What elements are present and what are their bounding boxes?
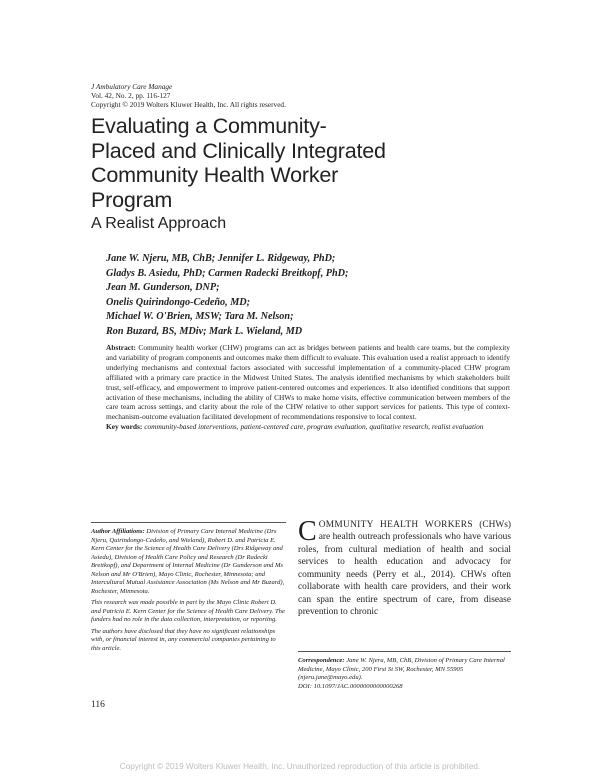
page-number: 116 (91, 700, 105, 710)
article-title (91, 114, 511, 212)
author-line: Gladys B. Asiedu, PhD; Carmen Radecki Breitkopf, PhD; (106, 267, 349, 279)
disclosure-note: The authors have disclosed that they have no significant relationships with, or financial interest in, any commercial companies pertaining to this article. (91, 627, 276, 652)
drop-cap: C (298, 516, 317, 547)
author-line: Michael W. O'Brien, MSW; Tara M. Nelson; (106, 311, 294, 323)
journal-name: J Ambulatory Care Manage (91, 82, 173, 91)
keywords-label: Key words: (106, 422, 143, 432)
author-line: Ron Buzard, BS, MDiv; Mark L. Wieland, MD (106, 325, 303, 337)
correspondence-divider (298, 651, 511, 652)
author-affiliations (91, 528, 286, 656)
affiliations-text: Division of Primary Care Internal Medicine (Drs Njeru, Quirindongo-Cedeño, and Wieland), Robert D. and Patricia E. Kern Center for the Science of Health Care Delivery (Drs Ridgeway and Asiedu), Division of Health Care Policy and Research (Dr Radecki Breitkopf), and Department of Internal Medicine (Dr Gunderson and Ms Nelson and Mr O'Brien), Mayo Clinic, Rochester, Minnesota; and Intercultural Mutual Assistance Association (Ms Nelson and Mr Buzard), Rochester, Minnesota. (91, 528, 285, 595)
affiliations-label: Author Affiliations: (91, 528, 145, 535)
title-line: Community Health Worker (91, 163, 339, 187)
correspondence-label: Correspondence: (298, 657, 345, 664)
funding-note: This research was made possible in part by the Mayo Clinic Robert D. and Patricia E. Kern Center for the Science of Health Care Delivery. The funders had no role in the data collection, interpretation, or reporting. (91, 599, 285, 623)
title-line: Program (91, 187, 173, 212)
body-paragraph: (CHWs) are health outreach professionals who have various roles, from cultural mediation of health and social services to health education and advocacy for community needs (Perry et al., 2014). CHWs often collaborate with health care providers, and their work can span the entire spectrum of care, from disease prevention to chronic (298, 520, 512, 618)
author-line: Jean M. Gunderson, DNP; (106, 282, 220, 294)
article-subtitle: A Realist Approach (91, 215, 227, 232)
journal-volume: Vol. 42, No. 2, pp. 116-127 (91, 91, 171, 101)
abstract-text: Community health worker (CHW) programs can act as bridges between patients and health care teams, but the complexity and variability of program components and outcomes make them difficult to evaluate. This evaluation used a realist approach to identify underlying mechanisms and contextual factors associated with successful implementation of a community-placed CHW program affiliated with a primary care practice in the Midwest United States. The analysis identified mechanisms by which stakeholders built trust, self-efficacy, and empowerment to improve patient-centered outcomes and experiences. It also identified conditions that support activation of these mechanisms, including the ability of CHWs to make home visits, effective communication between members of the care team across settings, and clarity about the role of the CHW relative to other support services for patients. This type of context-mechanism-outcome evaluation facilitated development of recommendations responsive to local context. (106, 343, 510, 422)
title-line: Evaluating a Community- (91, 114, 327, 138)
copyright-footer: Copyright © 2019 Wolters Kluwer Health, Inc. Unauthorized reproduction of this article is prohibited. (119, 762, 481, 771)
body-text (298, 516, 512, 619)
abstract (106, 343, 510, 432)
lead-in: OMMUNITY HEALTH WORKERS (318, 520, 473, 530)
correspondence (298, 657, 511, 691)
doi: DOI: 10.1097/JAC.0000000000000268 (298, 682, 403, 690)
author-line: Onelis Quirindongo-Cedeño, MD; (106, 296, 251, 308)
abstract-label: Abstract: (106, 343, 136, 352)
author-list (106, 252, 526, 340)
journal-header (91, 82, 286, 110)
title-line: Placed and Clinically Integrated (91, 138, 386, 163)
author-line: Jane W. Njeru, MB, ChB; Jennifer L. Ridgeway, PhD; (106, 253, 336, 264)
journal-copyright: Copyright © 2019 Wolters Kluwer Health, Inc. All rights reserved. (91, 100, 286, 110)
keywords-text: community-based interventions, patient-centered care, program evaluation, qualitative research, realist evaluation (144, 422, 484, 432)
affiliation-divider (91, 522, 286, 523)
correspondence-text: Jane W. Njeru, MB, ChB, Division of Primary Care Internal Medicine, Mayo Clinic, 200 First St SW, Rochester, MN 55905 (njeru.jane@mayo.edu). (298, 657, 505, 682)
